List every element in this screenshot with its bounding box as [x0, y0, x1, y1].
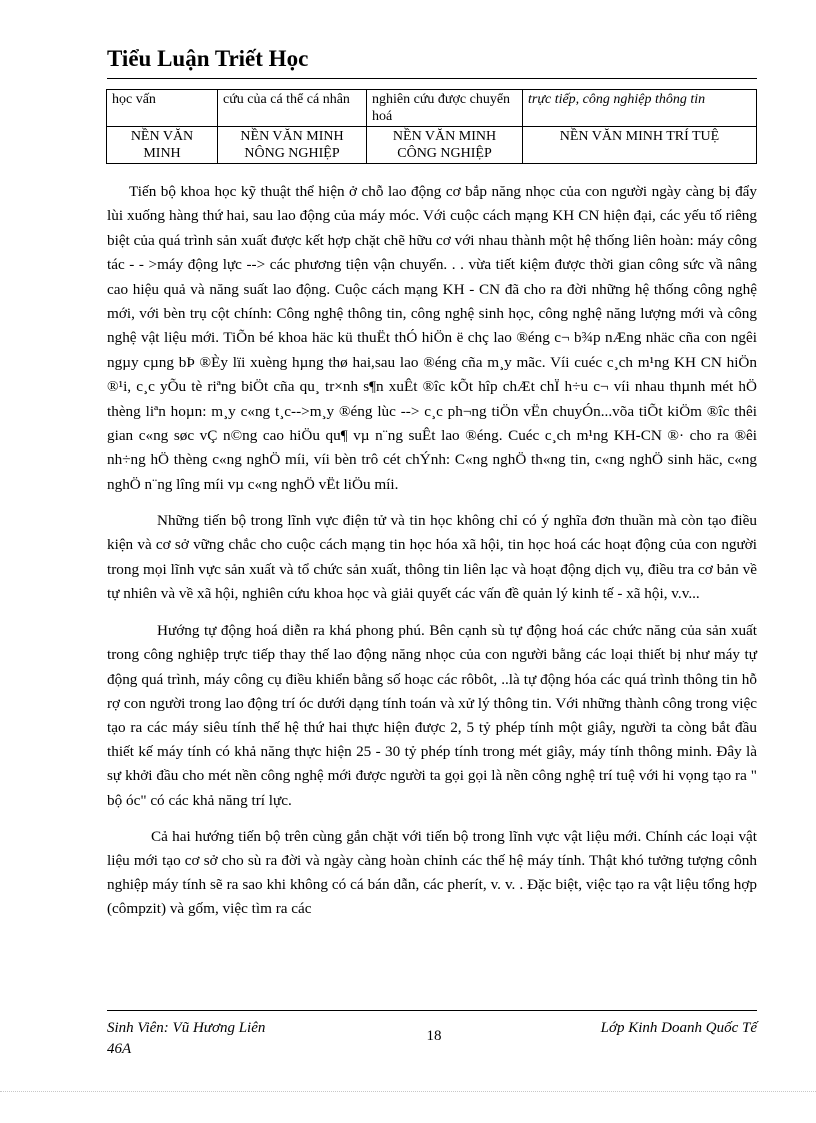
- footer-student-name: Sinh Viên: Vũ Hương Liên: [107, 1020, 266, 1036]
- footer-divider: [107, 1010, 757, 1011]
- header-divider: [107, 78, 757, 79]
- table-cell: trực tiếp, công nghiệp thông tin: [523, 90, 757, 127]
- table-cell: NỀN VĂN MINH TRÍ TUỆ: [523, 127, 757, 164]
- civilization-table: [106, 89, 757, 164]
- page-boundary: [0, 1091, 816, 1092]
- table-cell: học vấn: [107, 90, 218, 127]
- paragraph: Những tiến bộ trong lĩnh vực điện tử và tin học không chỉ có ý nghĩa đơn thuần mà còn tạo điều kiện và cơ sở vững chắc cho cuộc cách mạng tin học hóa xã hội, tin học hoá các hoạt động của con người trong mọi lĩnh vực sản xuất và tổ chức sản xuất, thông tin liên lạc và hoạt động dịch vụ, điều tra cơ bản về tự nhiên và về xã hội, nghiên cứu khoa học và giải quyết các vấn đề quản lý kinh tế - xã hội, v.v...: [107, 512, 757, 602]
- table-cell: nghiên cứu được chuyển hoá: [367, 90, 523, 127]
- page-header: [107, 44, 757, 74]
- footer-class-name: Lớp Kinh Doanh Quốc Tế: [600, 1020, 757, 1036]
- table-cell: NỀN VĂN MINH: [107, 127, 218, 164]
- page-number: 18: [426, 1028, 442, 1044]
- table-row: [107, 127, 757, 164]
- table-cell: cứu của cá thể cá nhân: [218, 90, 367, 127]
- paragraph: Hướng tự động hoá diễn ra khá phong phú. Bên cạnh sù tự động hoá các chức năng của sản xuất trong công nghiệp trực tiếp thay thế lao động năng nhọc của con người bằng các loại thiết bị như máy tự động quá trình, máy công cụ điều khiển bằng số hoạc các rôbôt, ..là tự động hóa các quá trình thông tin hỗ rợ con người trong lao động trí óc dưới dạng tính toán và xử lý thông tin. Với những thành công trong việc tạo ra các máy siêu tính thế hệ thứ hai thực hiện được 2, 5 tỷ phép tính một giây, người ta còng bắt đầu thiết kế máy tính có khả năng thực hiện 25 - 30 tỷ phép tính trong mét giây, máy tính thông minh. Đây là sự khởi đầu cho mét nền công nghệ mới được người ta gọi gọi là nền công nghệ trí tuệ với hi vọng tạo ra " bộ óc" có các khả năng trí lực.: [107, 622, 757, 809]
- footer-student-class: 46A: [107, 1041, 132, 1057]
- table-row: [107, 90, 757, 127]
- table-cell: NỀN VĂN MINH NÔNG NGHIỆP: [218, 127, 367, 164]
- table-cell: NỀN VĂN MINH CÔNG NGHIỆP: [367, 127, 523, 164]
- body-text: [107, 180, 757, 922]
- header-title: Tiểu Luận Triết Học: [107, 46, 309, 71]
- footer-student: [107, 1018, 347, 1060]
- paragraph: Cả hai hướng tiến bộ trên cùng gắn chặt với tiến bộ trong lĩnh vực vật liệu mới. Chính các loại vật liệu mới tạo cơ sở cho sù ra đời và ngày càng hoàn chỉnh các thế hệ máy tính. Thật khó tưởng tượng cônh nghiệp máy tính sẽ ra sao khi không có cá bán dẫn, các pherít, v. v. . Đặc biệt, việc tạo ra vật liệu tổng hợp (cômpzit) và gốm, việc tìm ra các: [107, 827, 757, 918]
- paragraph: Tiến bộ khoa học kỹ thuật thể hiện ở chỗ lao động cơ bắp năng nhọc của con người ngày càng bị đẩy lùi xuống hàng thứ hai, sau lao động của máy móc. Với cuộc cách mạng KH CN hiện đại, các yếu tố riêng biệt của quá trình sản xuất được kết hợp chặt chẽ hữu cơ với nhau thành một hệ thống liên hoàn: máy công tác - - >máy động lực --> các phương tiện vận chuyển. . . vừa tiết kiệm được thời gian công sức vầ nâng cao hiệu quả và năng suất lao động. Cuộc cách mạng KH - CN đã cho ra đời những hệ thống công nghệ mới, với bèn trụ cột chính: Công nghệ thông tin, công nghệ sinh học, công nghệ năng lượng mới và công nghệ vật liệu mới. TiÕn bé khoa häc kü thuËt thÓ hiÖn ë chç lao ®éng c¬ b¾p nÆng nhäc cña con ngêi ngµy cµng bÞ ®Èy lïi xuèng hµng thø hai,sau lao ®éng cña m¸y mãc. Víi cuéc c¸ch m¹ng KH CN hiÖn ®¹i, c¸c yÕu tè riªng biÖt cña qu¸ tr×nh s¶n xuÊt ®îc kÕt hîp chÆt chÏ h÷u c¬ víi nhau thµnh mét hÖ thèng liªn hoµn: m¸y c«ng t¸c-->m¸y ®éng lùc --> c¸c ph¬ng tiÖn vËn chuyÓn...võa tiÕt kiÖm ®îc thêi gian c«ng søc vÇ n©ng cao hiÖu qu¶ vµ n¨ng suÊt lao ®éng. Cuéc c¸ch m¹ng KH-CN ®· cho ra ®êi nh÷ng hÖ thèng c«ng nghÖ míi, víi bèn trô cét chÝnh: C«ng nghÖ th«ng tin, c«ng nghÖ sinh häc, c«ng nghÖ n¨ng lîng míi vµ c«ng nghÖ vËt liÖu míi.: [107, 183, 757, 493]
